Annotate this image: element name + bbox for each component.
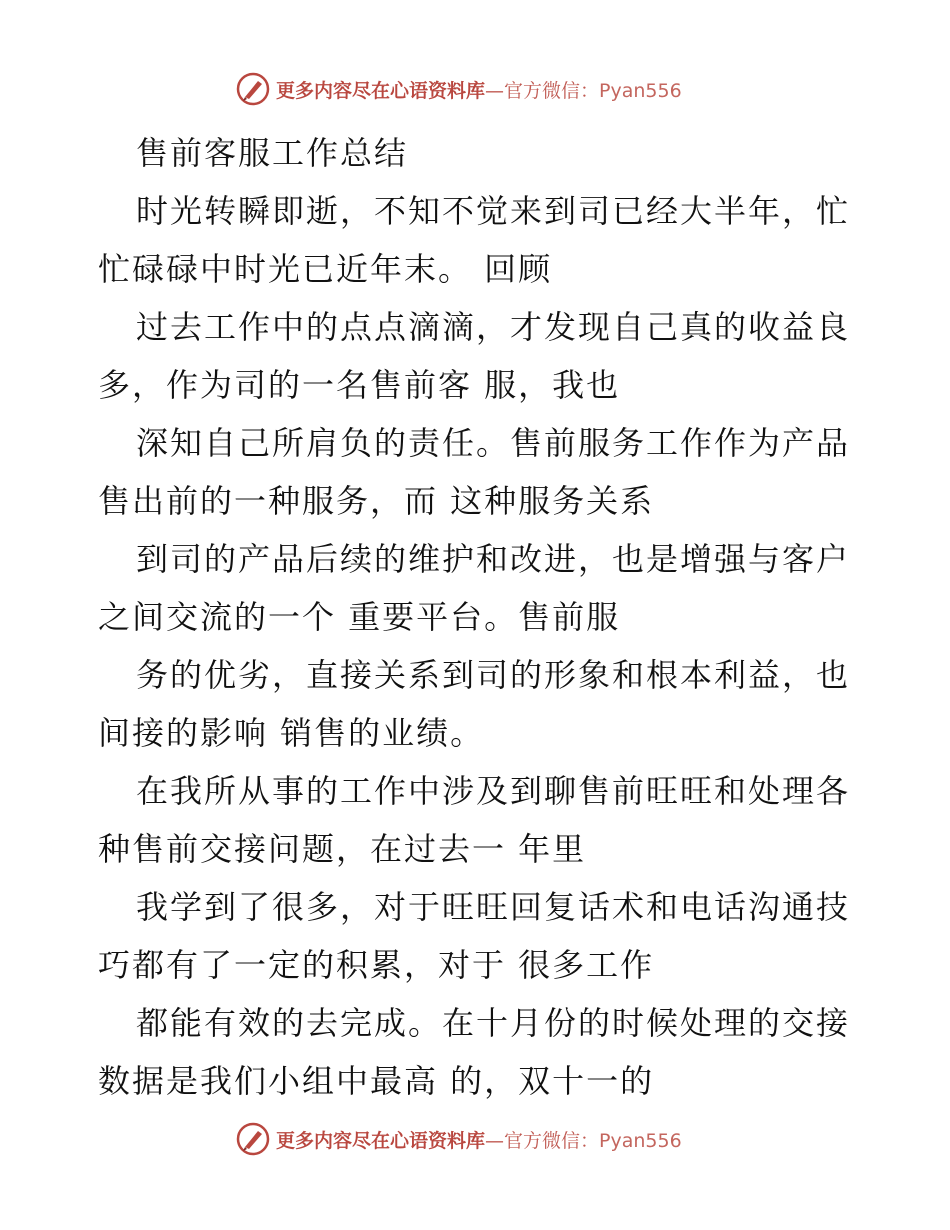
footer-banner — [236, 1122, 682, 1156]
banner-text — [276, 76, 682, 103]
banner-official-label: 官方微信： — [504, 79, 600, 102]
header-banner — [236, 72, 682, 106]
document-body — [98, 124, 858, 1110]
banner-main-text: 更多内容尽在心语资料库 — [276, 1129, 486, 1152]
document-title: 售前客服工作总结 — [136, 134, 409, 172]
document-line: 数据是我们小组中最高 的，双十一的 — [98, 1062, 655, 1100]
document-line: 深知自己所肩负的责任。售前服务工作作为产品 — [136, 424, 851, 462]
document-line: 间接的影响 销售的业绩。 — [98, 714, 485, 752]
document-line: 时光转瞬即逝，不知不觉来到司已经大半年，忙 — [136, 192, 851, 230]
banner-dash: — — [485, 1129, 505, 1152]
banner-main-text: 更多内容尽在心语资料库 — [276, 79, 486, 102]
document-line: 种售前交接问题，在过去一 年里 — [98, 830, 587, 868]
document-line: 忙碌碌中时光已近年末。 回顾 — [98, 250, 553, 288]
banner-dash: — — [485, 79, 505, 102]
document-line: 售出前的一种服务，而 这种服务关系 — [98, 482, 655, 520]
banner-text — [276, 1126, 682, 1153]
document-line: 都能有效的去完成。在十月份的时候处理的交接 — [136, 1004, 851, 1042]
document-line: 之间交流的一个 重要平台。售前服 — [98, 598, 621, 636]
document-line: 我学到了很多，对于旺旺回复话术和电话沟通技 — [136, 888, 851, 926]
document-line: 多，作为司的一名售前客 服，我也 — [98, 366, 621, 404]
banner-wechat-id: Pyan556 — [599, 79, 682, 102]
document-line: 务的优劣，直接关系到司的形象和根本利益，也 — [136, 656, 851, 694]
document-line: 过去工作中的点点滴滴，才发现自己真的收益良 — [136, 308, 851, 346]
banner-official-label: 官方微信： — [504, 1129, 600, 1152]
quill-pen-logo-icon — [236, 1122, 270, 1156]
document-line: 到司的产品后续的维护和改进，也是增强与客户 — [136, 540, 851, 578]
quill-pen-logo-icon — [236, 72, 270, 106]
document-line: 在我所从事的工作中涉及到聊售前旺旺和处理各 — [136, 772, 851, 810]
banner-wechat-id: Pyan556 — [599, 1129, 682, 1152]
document-line: 巧都有了一定的积累，对于 很多工作 — [98, 946, 655, 984]
